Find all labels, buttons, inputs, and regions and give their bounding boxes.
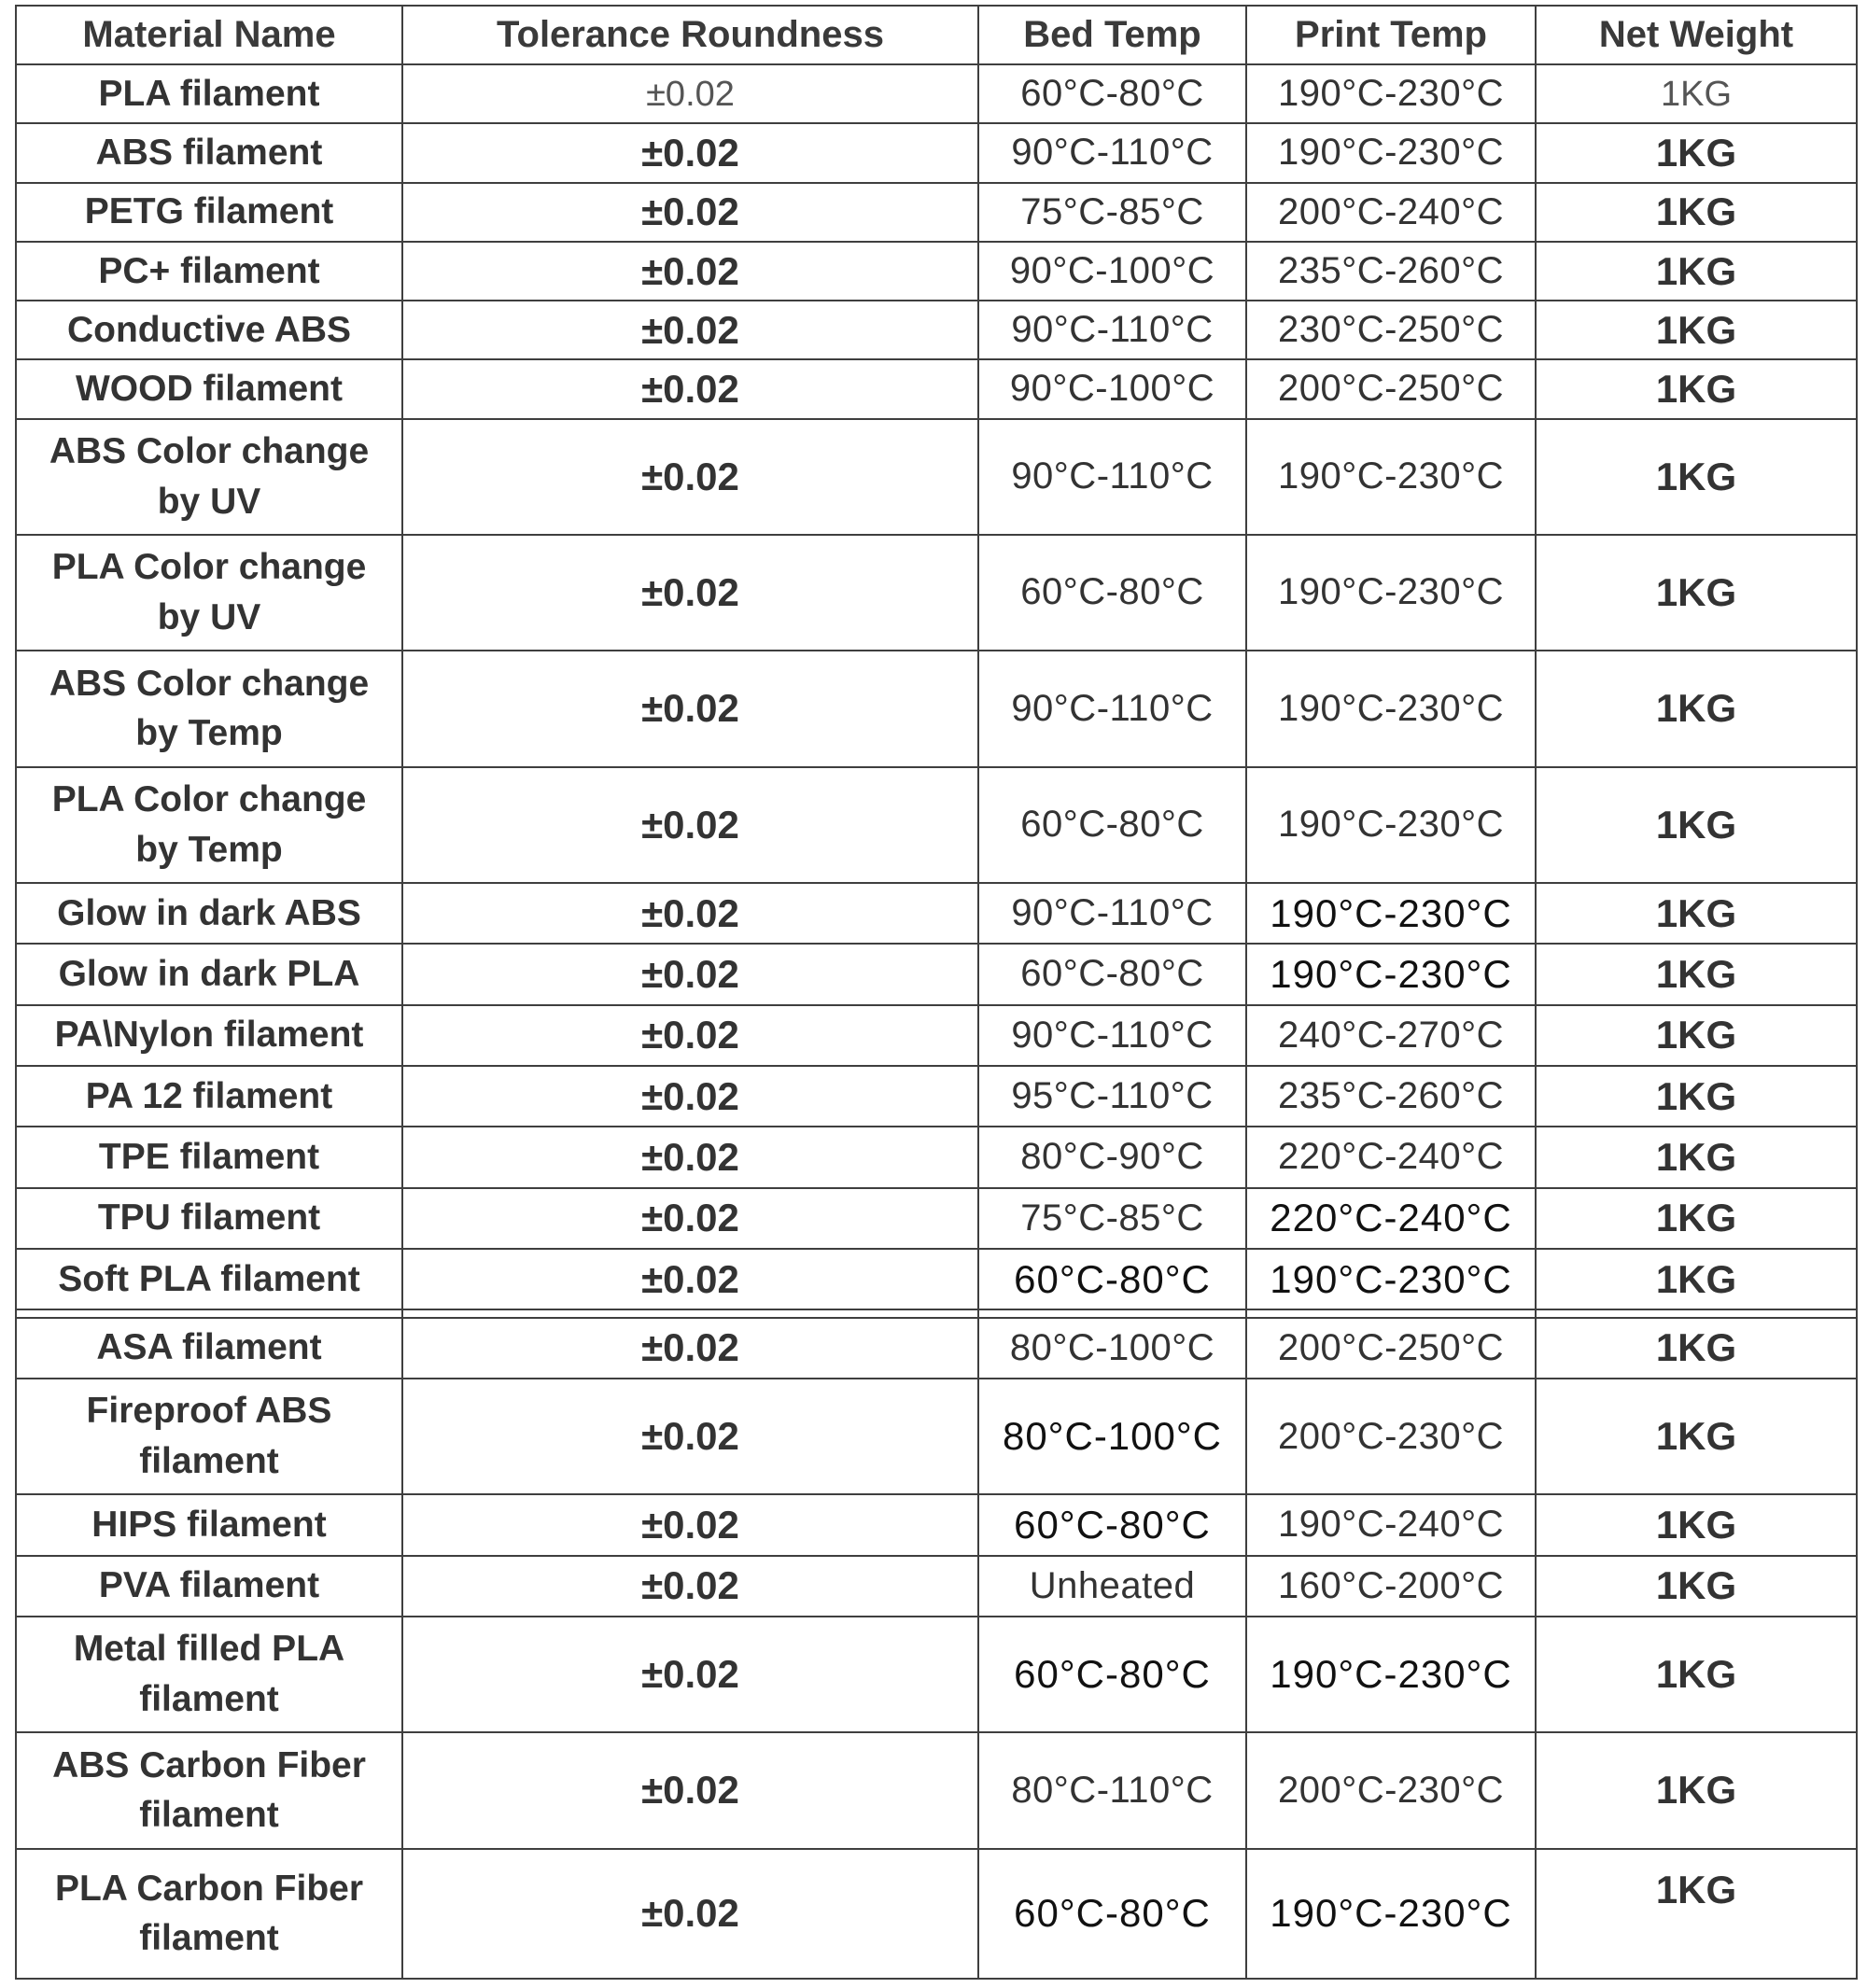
- header-print-temp: Print Temp: [1246, 6, 1536, 64]
- table-row: [16, 123, 1857, 182]
- material-name-line-1: Metal filled PLA: [73, 1629, 345, 1670]
- material-name-line-2: by Temp: [135, 713, 283, 754]
- material-name-line-1: ABS Color change: [49, 663, 370, 704]
- table-row: [16, 1494, 1857, 1555]
- material-name-line-1: PLA Color change: [51, 778, 367, 819]
- material-name-cell: ABS filament: [16, 123, 402, 182]
- print-temp-cell: 190°C-230°C: [1246, 651, 1536, 766]
- tolerance-cell: ±0.02: [402, 1379, 978, 1494]
- tolerance-cell: ±0.02: [402, 123, 978, 182]
- print-temp-cell: 200°C-230°C: [1246, 1732, 1536, 1848]
- tolerance-cell: ±0.02: [402, 1066, 978, 1127]
- material-name-cell: PETG filament: [16, 183, 402, 242]
- bed-temp-cell: 80°C-90°C: [978, 1127, 1246, 1187]
- material-name-cell: Glow in dark ABS: [16, 883, 402, 944]
- material-name-line-2: filament: [139, 1441, 279, 1482]
- bed-temp-cell: 90°C-110°C: [978, 651, 1246, 766]
- net-weight-cell: 1KG: [1536, 1318, 1857, 1379]
- bed-temp-cell: 90°C-110°C: [978, 883, 1246, 944]
- table-row: [16, 535, 1857, 651]
- print-temp-cell: 190°C-230°C: [1246, 944, 1536, 1004]
- material-name-line-2: by Temp: [135, 829, 283, 870]
- material-name-cell: WOOD filament: [16, 359, 402, 418]
- tolerance-cell: ±0.02: [402, 944, 978, 1004]
- net-weight-cell: 1KG: [1536, 651, 1857, 766]
- material-name-line-1: ABS Color change: [49, 430, 370, 471]
- header-bed-temp: Bed Temp: [978, 6, 1246, 64]
- print-temp-cell: 190°C-240°C: [1246, 1494, 1536, 1555]
- material-name-cell: HIPS filament: [16, 1494, 402, 1555]
- net-weight-cell: 1KG: [1536, 1494, 1857, 1555]
- table-row: [16, 301, 1857, 359]
- net-weight-cell: 1KG: [1536, 767, 1857, 883]
- tolerance-cell: ±0.02: [402, 651, 978, 766]
- bed-temp-cell: 80°C-100°C: [978, 1318, 1246, 1379]
- bed-temp-cell: 90°C-110°C: [978, 123, 1246, 182]
- print-temp-cell: 190°C-230°C: [1246, 1249, 1536, 1309]
- bed-temp-cell: 90°C-110°C: [978, 419, 1246, 535]
- separator-cell: [1536, 1309, 1857, 1317]
- net-weight-cell: 1KG: [1536, 183, 1857, 242]
- material-name-cell: [16, 419, 402, 535]
- tolerance-cell: ±0.02: [402, 1318, 978, 1379]
- tolerance-cell: ±0.02: [402, 359, 978, 418]
- net-weight-cell: 1KG: [1536, 1188, 1857, 1249]
- tolerance-cell: ±0.02: [402, 1249, 978, 1309]
- tolerance-cell: ±0.02: [402, 183, 978, 242]
- material-name-cell: [16, 767, 402, 883]
- net-weight-cell: 1KG: [1536, 535, 1857, 651]
- material-name-line-1: PLA Carbon Fiber: [54, 1868, 364, 1909]
- print-temp-cell: 190°C-230°C: [1246, 535, 1536, 651]
- material-name-line-2: by UV: [157, 597, 261, 638]
- tolerance-cell: ±0.02: [402, 242, 978, 301]
- net-weight-cell: 1KG: [1536, 242, 1857, 301]
- net-weight-cell: 1KG: [1536, 301, 1857, 359]
- table-row: [16, 1732, 1857, 1848]
- table-row: [16, 64, 1857, 123]
- material-name-cell: [16, 535, 402, 651]
- print-temp-cell: 190°C-230°C: [1246, 64, 1536, 123]
- tolerance-cell: ±0.02: [402, 1732, 978, 1848]
- material-name-cell: [16, 1849, 402, 1979]
- table-row: [16, 767, 1857, 883]
- separator-cell: [16, 1309, 402, 1317]
- net-weight-cell: 1KG: [1536, 1066, 1857, 1127]
- tolerance-cell: ±0.02: [402, 301, 978, 359]
- material-name-cell: PLA filament: [16, 64, 402, 123]
- table-row: [16, 1066, 1857, 1127]
- net-weight-cell: 1KG: [1536, 64, 1857, 123]
- bed-temp-cell: 80°C-100°C: [978, 1379, 1246, 1494]
- bed-temp-cell: 60°C-80°C: [978, 1249, 1246, 1309]
- print-temp-cell: 190°C-230°C: [1246, 419, 1536, 535]
- table-separator-row: [16, 1309, 1857, 1317]
- print-temp-cell: 190°C-230°C: [1246, 123, 1536, 182]
- bed-temp-cell: 90°C-110°C: [978, 301, 1246, 359]
- material-name-cell: TPU filament: [16, 1188, 402, 1249]
- material-name-cell: Conductive ABS: [16, 301, 402, 359]
- material-name-line-2: by UV: [157, 481, 261, 522]
- print-temp-cell: 200°C-230°C: [1246, 1379, 1536, 1494]
- material-name-cell: PVA filament: [16, 1556, 402, 1617]
- bed-temp-cell: 60°C-80°C: [978, 64, 1246, 123]
- print-temp-cell: 190°C-230°C: [1246, 1617, 1536, 1732]
- material-name-line-2: filament: [139, 1918, 279, 1959]
- material-name-cell: [16, 651, 402, 766]
- net-weight-cell: 1KG: [1536, 1732, 1857, 1848]
- material-name-cell: ASA filament: [16, 1318, 402, 1379]
- print-temp-cell: 220°C-240°C: [1246, 1188, 1536, 1249]
- bed-temp-cell: 75°C-85°C: [978, 183, 1246, 242]
- table-row: [16, 1005, 1857, 1066]
- bed-temp-cell: 60°C-80°C: [978, 1617, 1246, 1732]
- table-row: [16, 1188, 1857, 1249]
- tolerance-cell: ±0.02: [402, 419, 978, 535]
- net-weight-cell: 1KG: [1536, 1127, 1857, 1187]
- bed-temp-cell: Unheated: [978, 1556, 1246, 1617]
- print-temp-cell: 235°C-260°C: [1246, 242, 1536, 301]
- table-row: [16, 883, 1857, 944]
- table-row: [16, 242, 1857, 301]
- print-temp-cell: 240°C-270°C: [1246, 1005, 1536, 1066]
- bed-temp-cell: 90°C-110°C: [978, 1005, 1246, 1066]
- bed-temp-cell: 75°C-85°C: [978, 1188, 1246, 1249]
- tolerance-cell: ±0.02: [402, 1188, 978, 1249]
- print-temp-cell: 190°C-230°C: [1246, 883, 1536, 944]
- separator-cell: [402, 1309, 978, 1317]
- table-row: [16, 419, 1857, 535]
- tolerance-cell: ±0.02: [402, 1494, 978, 1555]
- table-row: [16, 1556, 1857, 1617]
- material-name-line-1: ABS Carbon Fiber: [52, 1744, 366, 1785]
- net-weight-cell: 1KG: [1536, 1379, 1857, 1494]
- table-row: [16, 1127, 1857, 1187]
- tolerance-cell: ±0.02: [402, 1127, 978, 1187]
- material-name-cell: PC+ filament: [16, 242, 402, 301]
- print-temp-cell: 235°C-260°C: [1246, 1066, 1536, 1127]
- table-row: [16, 651, 1857, 766]
- print-temp-cell: 230°C-250°C: [1246, 301, 1536, 359]
- bed-temp-cell: 80°C-110°C: [978, 1732, 1246, 1848]
- bed-temp-cell: 60°C-80°C: [978, 535, 1246, 651]
- material-name-cell: PA\Nylon filament: [16, 1005, 402, 1066]
- tolerance-cell: ±0.02: [402, 767, 978, 883]
- material-name-cell: [16, 1732, 402, 1848]
- net-weight-cell: 1KG: [1536, 1249, 1857, 1309]
- net-weight-cell: 1KG: [1536, 419, 1857, 535]
- bed-temp-cell: 60°C-80°C: [978, 1494, 1246, 1555]
- print-temp-cell: 190°C-230°C: [1246, 1849, 1536, 1979]
- table-header-row: [16, 6, 1857, 64]
- material-name-line-2: filament: [139, 1795, 279, 1836]
- print-temp-cell: 220°C-240°C: [1246, 1127, 1536, 1187]
- separator-cell: [978, 1309, 1246, 1317]
- header-net-weight: Net Weight: [1536, 6, 1857, 64]
- tolerance-cell: ±0.02: [402, 883, 978, 944]
- material-name-cell: [16, 1617, 402, 1732]
- material-name-line-1: PLA Color change: [51, 547, 367, 588]
- net-weight-cell: 1KG: [1536, 944, 1857, 1004]
- material-name-cell: Glow in dark PLA: [16, 944, 402, 1004]
- bed-temp-cell: 90°C-100°C: [978, 359, 1246, 418]
- net-weight-cell: 1KG: [1536, 359, 1857, 418]
- tolerance-cell: ±0.02: [402, 1556, 978, 1617]
- bed-temp-cell: 90°C-100°C: [978, 242, 1246, 301]
- print-temp-cell: 190°C-230°C: [1246, 767, 1536, 883]
- header-material-name: Material Name: [16, 6, 402, 64]
- tolerance-cell: ±0.02: [402, 1849, 978, 1979]
- table-row: [16, 359, 1857, 418]
- print-temp-cell: 200°C-250°C: [1246, 1318, 1536, 1379]
- net-weight-cell: 1KG: [1536, 883, 1857, 944]
- bed-temp-cell: 60°C-80°C: [978, 767, 1246, 883]
- tolerance-cell: ±0.02: [402, 535, 978, 651]
- bed-temp-cell: 95°C-110°C: [978, 1066, 1246, 1127]
- separator-cell: [1246, 1309, 1536, 1317]
- table-row: [16, 1318, 1857, 1379]
- filament-spec-table: [15, 5, 1858, 1980]
- table-row: [16, 1379, 1857, 1494]
- table-row: [16, 1249, 1857, 1309]
- header-tolerance-roundness: Tolerance Roundness: [402, 6, 978, 64]
- table-row: [16, 1617, 1857, 1732]
- net-weight-cell: 1KG: [1536, 123, 1857, 182]
- material-name-cell: Soft PLA filament: [16, 1249, 402, 1309]
- material-name-cell: TPE filament: [16, 1127, 402, 1187]
- bed-temp-cell: 60°C-80°C: [978, 1849, 1246, 1979]
- print-temp-cell: 160°C-200°C: [1246, 1556, 1536, 1617]
- material-name-line-1: Fireproof ABS: [86, 1391, 332, 1432]
- tolerance-cell: ±0.02: [402, 1617, 978, 1732]
- tolerance-cell: ±0.02: [402, 1005, 978, 1066]
- print-temp-cell: 200°C-250°C: [1246, 359, 1536, 418]
- material-name-cell: [16, 1379, 402, 1494]
- print-temp-cell: 200°C-240°C: [1246, 183, 1536, 242]
- net-weight-cell: 1KG: [1536, 1556, 1857, 1617]
- material-name-cell: PA 12 filament: [16, 1066, 402, 1127]
- table-row: [16, 1849, 1857, 1979]
- net-weight-cell: 1KG: [1536, 1005, 1857, 1066]
- material-name-line-2: filament: [139, 1679, 279, 1720]
- net-weight-cell: 1KG: [1536, 1617, 1857, 1732]
- table-row: [16, 944, 1857, 1004]
- net-weight-cell: 1KG: [1536, 1849, 1857, 1979]
- table-row: [16, 183, 1857, 242]
- tolerance-cell: ±0.02: [402, 64, 978, 123]
- bed-temp-cell: 60°C-80°C: [978, 944, 1246, 1004]
